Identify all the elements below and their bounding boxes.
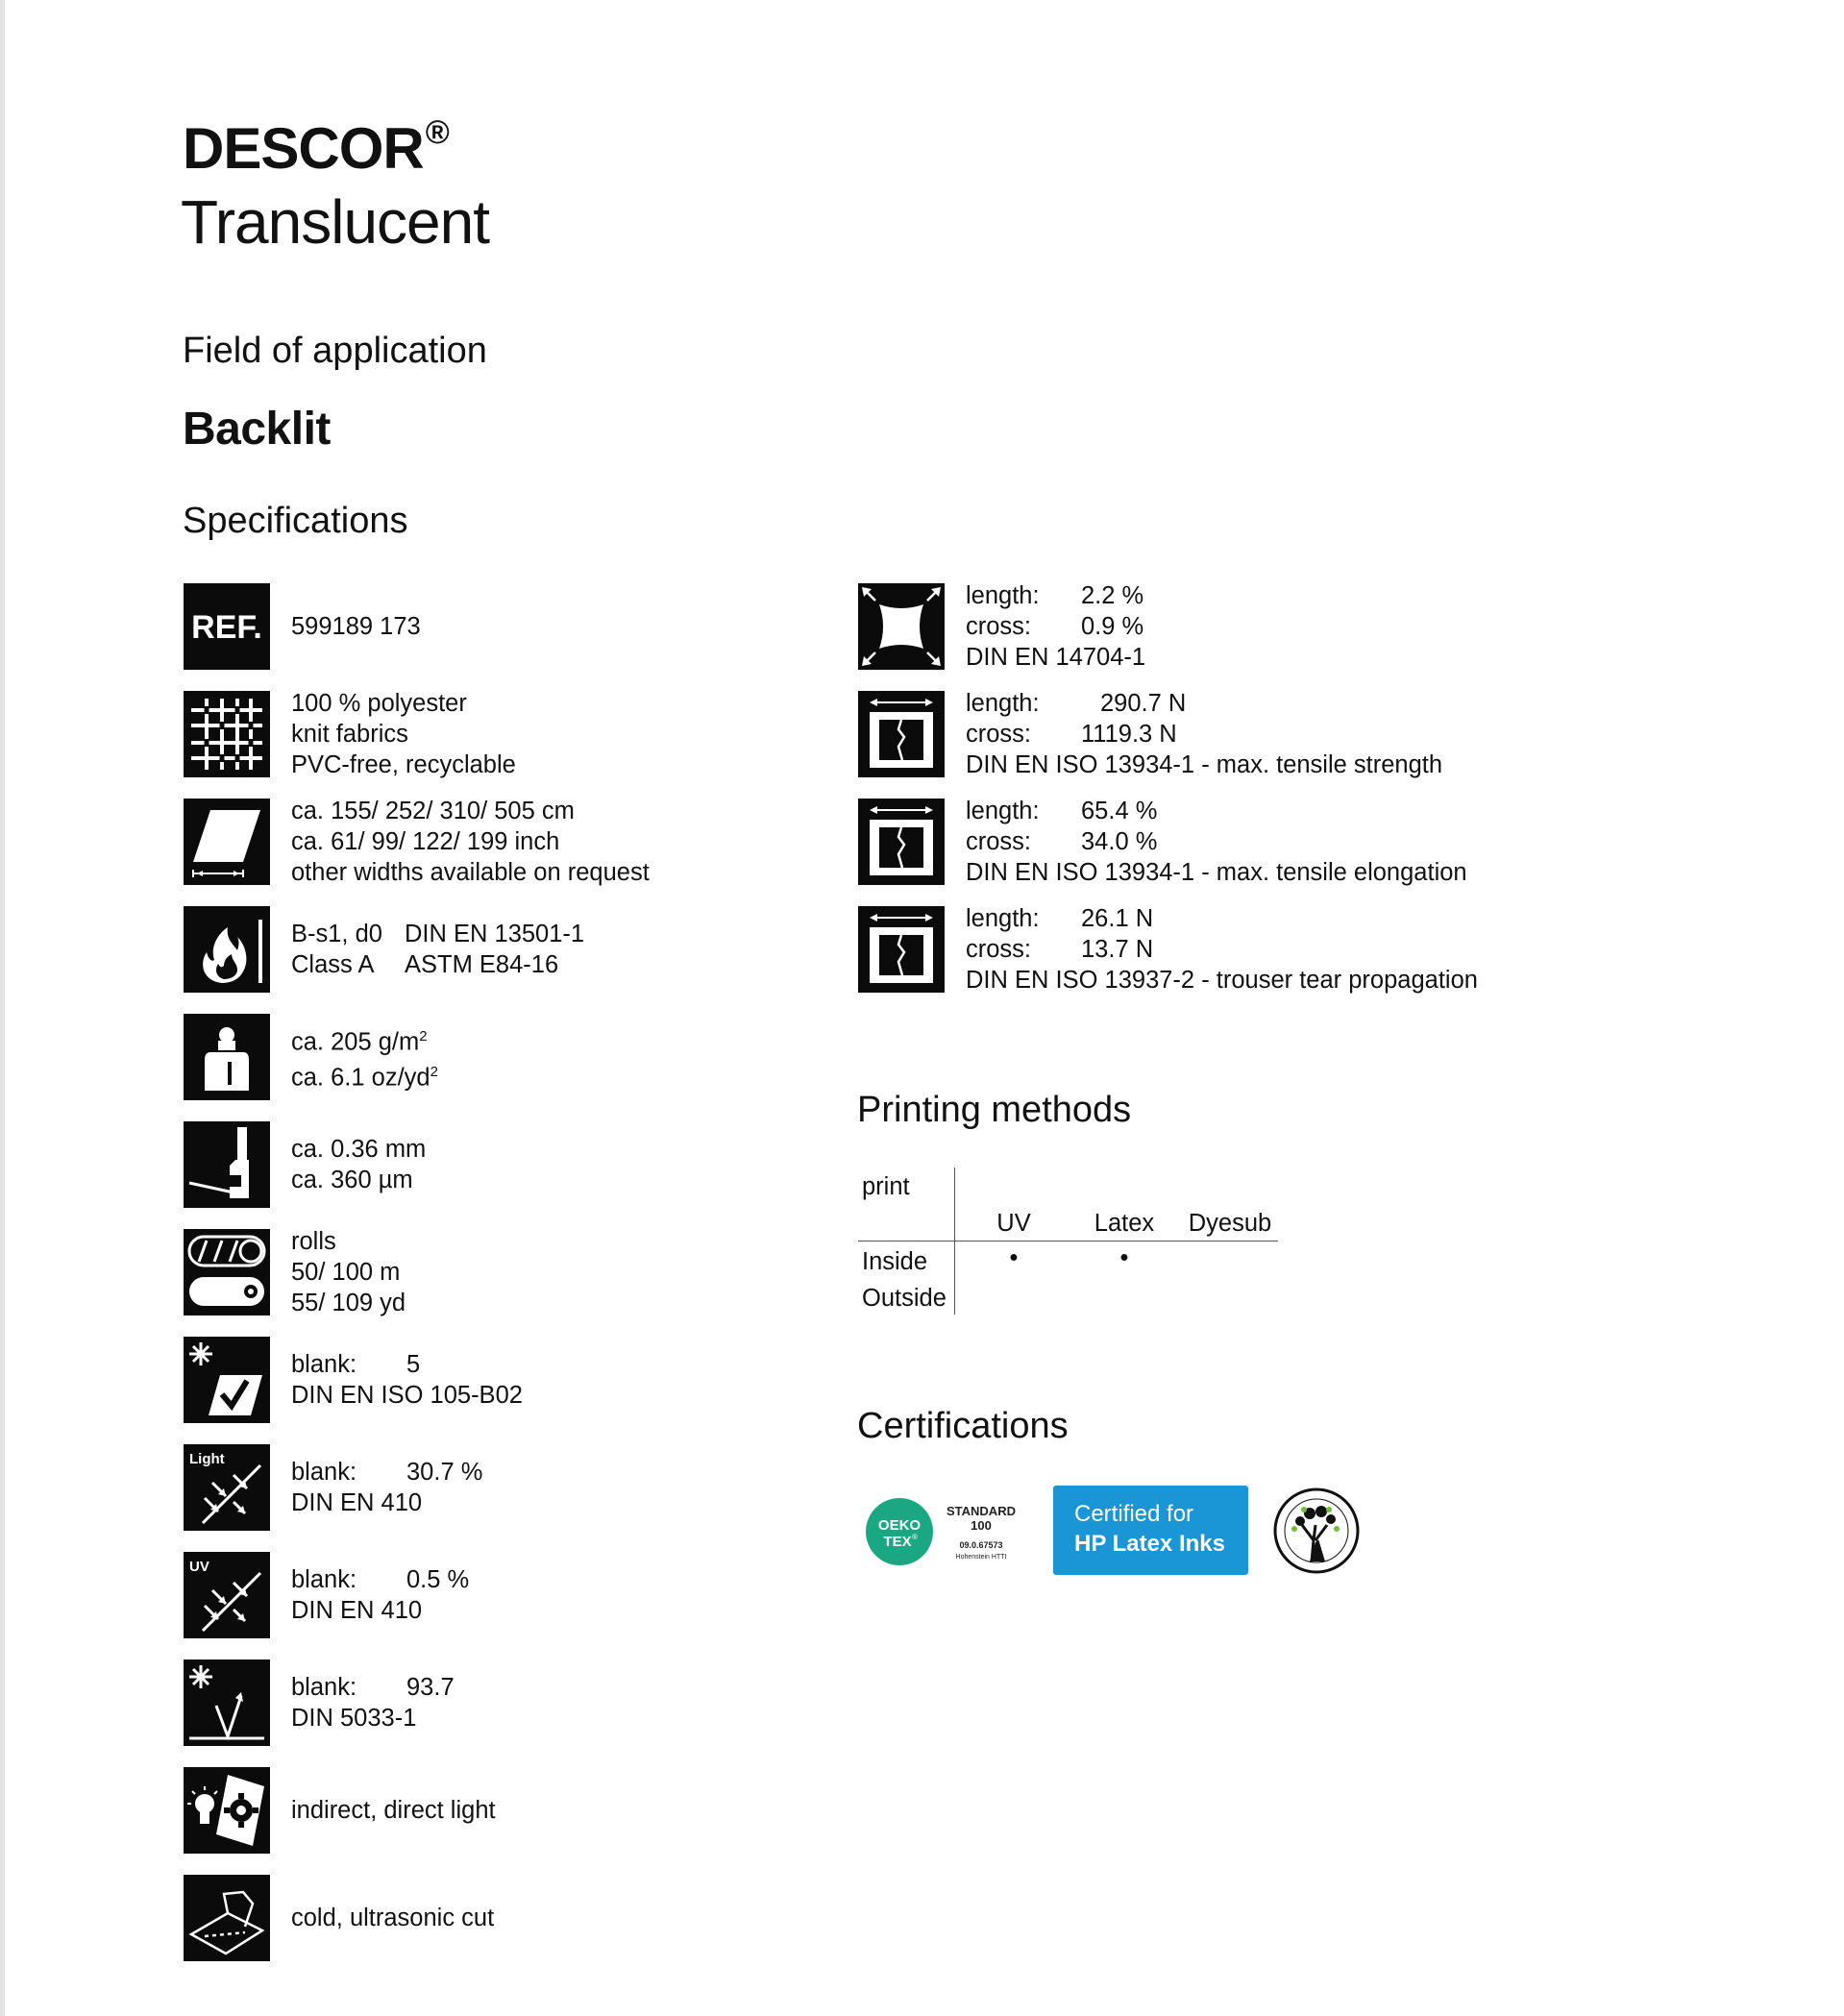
weight-imperial: ca. 6.1 $oz/yd^2$ <box>291 1064 438 1092</box>
light-transmission-label: blank: <box>291 1459 357 1486</box>
tensile-elongation-cross-label: cross: <box>966 828 1032 855</box>
column-header-latex: Latex <box>1094 1210 1155 1237</box>
spec-uv-transmission <box>184 1552 837 1638</box>
table-divider <box>858 1241 1278 1242</box>
ref-number: 599189 173 <box>291 613 421 640</box>
weight-icon <box>184 1014 270 1100</box>
column-header-uv: UV <box>996 1210 1031 1237</box>
svg-text:TEX: TEX <box>883 1534 912 1550</box>
uv-transmission-label: blank: <box>291 1566 357 1593</box>
lightfastness-label: blank: <box>291 1351 357 1378</box>
flame-icon <box>184 906 270 993</box>
shrinkage-norm: DIN EN 14704-1 <box>966 644 1146 671</box>
shrinkage-cross-value: 0.9 % <box>1081 613 1144 640</box>
hp-badge-line-2: HP Latex Inks <box>1074 1531 1225 1557</box>
uv-transmission-norm: DIN EN 410 <box>291 1597 423 1624</box>
whiteness-icon <box>184 1660 270 1746</box>
fire-norm-us: ASTM E84-16 <box>405 951 559 978</box>
spec-weight <box>184 1014 837 1100</box>
light-transmission-value: 30.7 % <box>406 1459 483 1486</box>
svg-text:09.0.67573: 09.0.67573 <box>959 1540 1003 1550</box>
product-brand: DESCOR® <box>183 114 449 181</box>
fire-class-us: Class A <box>291 951 375 978</box>
cutting-icon <box>184 1875 270 1961</box>
spec-whiteness <box>184 1660 837 1746</box>
shrinkage-cross-label: cross: <box>966 613 1032 640</box>
spec-list-right <box>858 583 1723 1014</box>
row-label-outside: Outside <box>862 1285 947 1312</box>
fire-class-eu: B-s1, d0 <box>291 921 382 947</box>
spec-material <box>184 691 837 777</box>
lightfastness-norm: DIN EN ISO 105-B02 <box>291 1382 523 1409</box>
spec-tear-propagation <box>858 906 1723 993</box>
svg-text:STANDARD: STANDARD <box>947 1504 1016 1518</box>
tensile-strength-cross-value: 1119.3 N <box>1081 721 1177 748</box>
uv-transmission-icon <box>184 1552 270 1638</box>
rolls-line: rolls <box>291 1228 336 1255</box>
ref-icon <box>184 583 270 670</box>
printing-methods-table <box>858 1168 1281 1315</box>
tensile-strength-icon <box>858 691 945 777</box>
tensile-elongation-cross-value: 34.0 % <box>1081 828 1158 855</box>
product-line: Translucent <box>181 187 489 257</box>
width-line: ca. 61/ 99/ 122/ 199 inch <box>291 828 560 855</box>
width-line: ca. 155/ 252/ 310/ 505 cm <box>291 798 575 824</box>
thickness-line: ca. 0.36 mm <box>291 1136 427 1163</box>
spec-tensile-strength <box>858 691 1723 777</box>
tensile-elongation-icon <box>858 799 945 885</box>
weight-metric: ca. 205 $g/m^2$ <box>291 1027 428 1055</box>
shrinkage-icon <box>858 583 945 670</box>
svg-text:Light: Light <box>189 1451 225 1467</box>
page-edge <box>0 0 5 2016</box>
spec-shrinkage <box>858 583 1723 670</box>
tear-length-label: length: <box>966 905 1040 932</box>
width-line: other widths available on request <box>291 859 650 886</box>
spec-tensile-elongation <box>858 799 1723 885</box>
lightfastness-value: 5 <box>406 1351 421 1378</box>
rolls-icon <box>184 1229 270 1315</box>
spec-thickness <box>184 1121 837 1208</box>
light-transmission-icon <box>184 1444 270 1531</box>
weave-icon <box>184 691 270 777</box>
material-line: PVC-free, recyclable <box>291 751 516 778</box>
caliper-icon <box>184 1121 270 1208</box>
material-line: 100 % polyester <box>291 690 467 717</box>
hp-latex-certified-badge <box>1053 1486 1248 1575</box>
rolls-line: 50/ 100 m <box>291 1259 401 1286</box>
row-inside-latex: • <box>1119 1244 1129 1271</box>
whiteness-norm: DIN 5033-1 <box>291 1705 417 1732</box>
uv-transmission-value: 0.5 % <box>406 1566 470 1593</box>
lightfastness-icon <box>184 1337 270 1423</box>
fire-norm-eu: DIN EN 13501-1 <box>405 921 585 947</box>
hp-badge-line-1: Certified for <box>1074 1501 1194 1527</box>
tensile-strength-length-value: 290.7 N <box>1100 690 1187 717</box>
tensile-elongation-norm: DIN EN ISO 13934-1 - max. tensile elongation <box>966 859 1467 886</box>
row-label-inside: Inside <box>862 1248 928 1275</box>
svg-text:UV: UV <box>189 1559 209 1575</box>
spec-lighting <box>184 1767 837 1854</box>
svg-text:OEKO: OEKO <box>877 1517 922 1534</box>
spec-list-left <box>184 583 837 1982</box>
tensile-elongation-length-label: length: <box>966 798 1040 824</box>
spec-lightfastness <box>184 1337 837 1423</box>
field-of-application-value: Backlit <box>183 404 331 455</box>
whiteness-label: blank: <box>291 1674 357 1701</box>
certifications-heading: Certifications <box>857 1406 1069 1446</box>
thickness-line: ca. 360 µm <box>291 1167 413 1193</box>
tear-cross-label: cross: <box>966 936 1032 963</box>
whiteness-value: 93.7 <box>406 1674 455 1701</box>
svg-text:REF.: REF. <box>191 609 262 646</box>
material-line: knit fabrics <box>291 721 408 748</box>
tear-norm: DIN EN ISO 13937-2 - trouser tear propagation <box>966 967 1478 994</box>
printing-methods-heading: Printing methods <box>857 1090 1132 1130</box>
lighting-value: indirect, direct light <box>291 1797 496 1824</box>
spec-ref <box>184 583 837 670</box>
tensile-elongation-length-value: 65.4 % <box>1081 798 1158 824</box>
rolls-line: 55/ 109 yd <box>291 1290 406 1316</box>
spec-rolls <box>184 1229 837 1315</box>
field-of-application-heading: Field of application <box>183 331 487 371</box>
tear-propagation-icon <box>858 906 945 993</box>
specifications-heading: Specifications <box>183 501 408 541</box>
tensile-strength-cross-label: cross: <box>966 721 1032 748</box>
width-icon <box>184 799 270 885</box>
oeko-tex-logo <box>865 1494 1034 1569</box>
cutting-value: cold, ultrasonic cut <box>291 1905 495 1931</box>
spec-cutting <box>184 1875 837 1961</box>
spec-fire <box>184 906 837 993</box>
svg-text:®: ® <box>912 1533 918 1541</box>
lighting-icon <box>184 1767 270 1854</box>
svg-text:100: 100 <box>971 1518 992 1533</box>
row-inside-uv: • <box>1009 1244 1019 1271</box>
spec-light-transmission <box>184 1444 837 1531</box>
tear-length-value: 26.1 N <box>1081 905 1154 932</box>
svg-text:Hohenstein HTTI: Hohenstein HTTI <box>955 1554 1007 1561</box>
tensile-strength-length-label: length: <box>966 690 1040 717</box>
tear-cross-value: 13.7 N <box>1081 936 1154 963</box>
spec-widths <box>184 799 837 885</box>
tensile-strength-norm: DIN EN ISO 13934-1 - max. tensile strength <box>966 751 1443 778</box>
shrinkage-length-label: length: <box>966 582 1040 609</box>
table-corner-label: print <box>862 1173 910 1200</box>
column-header-dyesub: Dyesub <box>1188 1210 1272 1237</box>
tree-seal-logo <box>1273 1487 1360 1576</box>
shrinkage-length-value: 2.2 % <box>1081 582 1144 609</box>
light-transmission-norm: DIN EN 410 <box>291 1489 423 1516</box>
